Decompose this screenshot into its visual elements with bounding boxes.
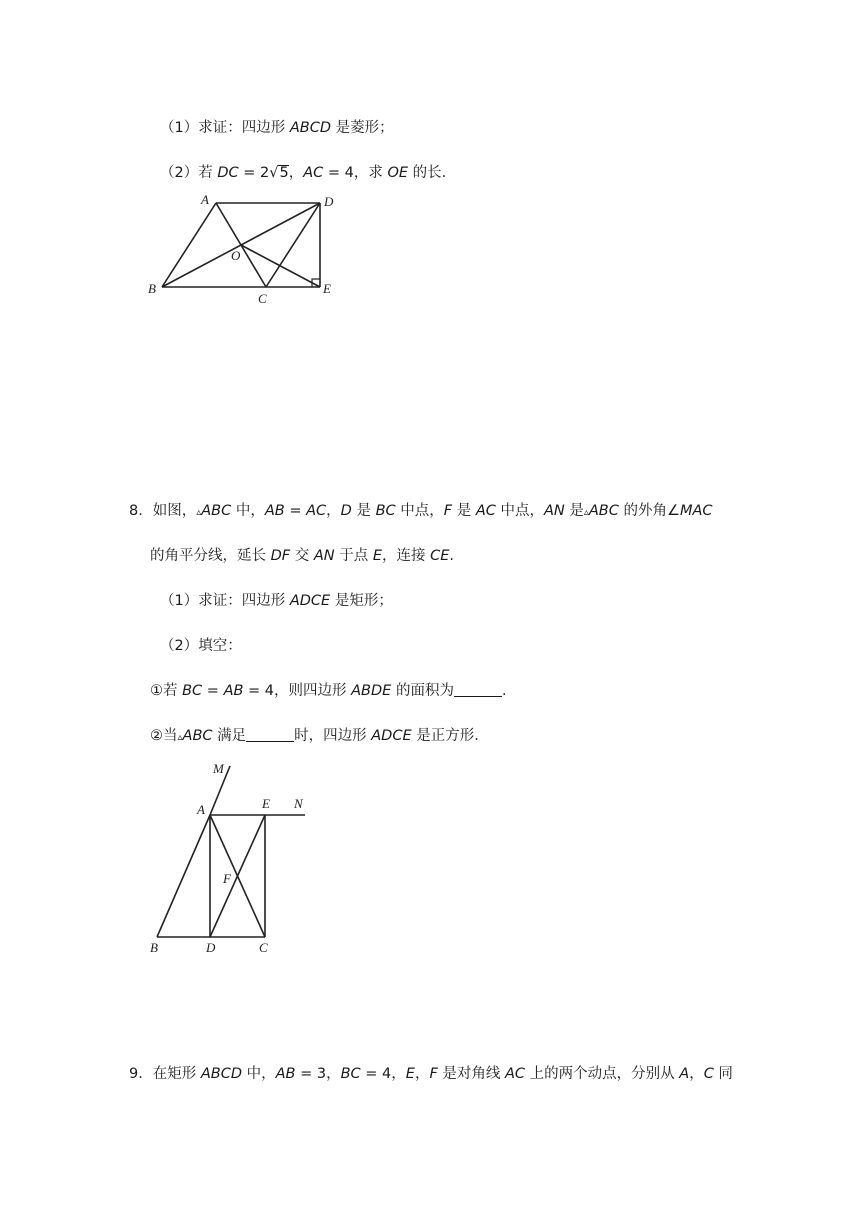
p8-line1-text <box>153 503 713 519</box>
triangle-icon: ▵ <box>177 732 183 743</box>
p9-line1-runs-run: = 3， <box>295 1066 341 1082</box>
p7-ac: AC <box>303 165 324 181</box>
p9-line1-runs-run: BC <box>340 1066 361 1082</box>
p7-sqrt-symbol: √ <box>269 165 279 181</box>
p7-part2-suffix: 的长． <box>408 165 457 181</box>
p8-line1-runs-run: ABC <box>588 503 619 519</box>
p8-label-m: M <box>213 761 224 776</box>
p8-q2-prefix: ②当 <box>150 728 178 744</box>
p8-label-b: B <box>150 940 158 955</box>
p7-eq2: = 4，求 <box>323 165 388 181</box>
p8-part1-suffix: 是矩形； <box>330 593 393 609</box>
p9-line1-runs-run: ， <box>414 1066 430 1082</box>
p9-line1-runs-run: F <box>429 1066 438 1082</box>
p7-label-a: A <box>201 192 209 207</box>
p9-line1-runs-run: 在矩形 <box>152 1066 201 1082</box>
p9-line1-runs-run: AC <box>505 1066 526 1082</box>
p9-line1-runs-run: AB <box>275 1066 296 1082</box>
p8-line2-runs-run: 于点 <box>334 548 373 564</box>
p8-line1-runs-run: 是 <box>351 503 376 519</box>
p8-q1-prefix: ①若 <box>150 683 183 699</box>
p8-line1-runs-run: MAC <box>680 503 713 519</box>
p9-line1-runs-run: 同 <box>713 1066 733 1082</box>
p8-line1-runs-run: F <box>443 503 453 519</box>
p8-part1 <box>160 591 393 611</box>
p7-sqrt-value: 5 <box>279 165 289 181</box>
p8-label-e: E <box>262 796 270 811</box>
p7-part1-suffix: 是菱形； <box>331 120 394 136</box>
p7-oe: OE <box>387 165 409 181</box>
p8-part1-var: ADCE <box>289 593 331 609</box>
p7-part1-var: ABCD <box>289 120 332 136</box>
p8-line2-runs-run: AN <box>313 548 335 564</box>
p9-line1-runs-run: C <box>703 1066 714 1082</box>
p7-label-e: E <box>323 281 331 296</box>
p8-line2-runs-run: DF <box>270 548 291 564</box>
p8-line1-runs-run: D <box>340 503 352 519</box>
p9-line1-runs-run: 上的两个动点，分别从 <box>525 1066 680 1082</box>
p9-line1-text <box>153 1066 733 1082</box>
p8-q2-mid: 满足 <box>212 728 247 744</box>
p8-line1-runs-run: 如图， <box>152 503 197 519</box>
p8-line1-runs-run: 的外角 <box>618 503 667 519</box>
p9-number: 9． <box>129 1066 153 1082</box>
p7-figure <box>140 190 360 310</box>
p7-part2-prefix: （2）若 <box>160 165 218 181</box>
p8-line1-runs-run: AC <box>306 503 327 519</box>
p8-q1-suffix: 的面积为 <box>391 683 454 699</box>
p7-part1-prefix: （1）求证：四边形 <box>160 120 290 136</box>
p8-part1-prefix: （1）求证：四边形 <box>160 593 290 609</box>
p8-line1-runs-run: ， <box>326 503 341 519</box>
p8-q1-abde: ABDE <box>351 683 392 699</box>
p8-label-n: N <box>294 796 303 811</box>
p8-label-f: F <box>223 871 231 886</box>
p8-q2-adce: ADCE <box>371 728 412 744</box>
p8-line2 <box>150 546 454 566</box>
p8-part2 <box>160 636 242 656</box>
p8-line2-runs-run: 的角平分线，延长 <box>150 548 271 564</box>
p8-label-a: A <box>197 802 205 817</box>
p8-label-c: C <box>259 940 268 955</box>
p8-q1-bc: BC <box>182 683 203 699</box>
p8-q1-end: ． <box>501 683 517 699</box>
p8-line2-runs-run: . <box>449 548 455 564</box>
p9-line1-runs-run: A <box>679 1066 690 1082</box>
p7-label-b: B <box>148 281 156 296</box>
p8-line2-runs-run: E <box>372 548 383 564</box>
p8-q2-end: 是正方形． <box>411 728 489 744</box>
p8-number: 8． <box>129 503 153 519</box>
p8-q2-abc: ABC <box>182 728 213 744</box>
p7-part2 <box>160 163 456 183</box>
p8-q1-ab: AB <box>223 683 244 699</box>
p8-q1-eq1: = <box>202 683 224 699</box>
p8-line2-runs-run: ，连接 <box>382 548 431 564</box>
p8-line1-runs-run: AN <box>543 503 565 519</box>
p8-line1-runs-run: AB <box>264 503 285 519</box>
p8-q1-eq2: = 4，则四边形 <box>243 683 352 699</box>
p8-line1-runs-run: BC <box>375 503 396 519</box>
p7-label-c: C <box>258 291 267 306</box>
p7-part1 <box>160 118 394 138</box>
p8-line1-runs-run: 是 <box>452 503 476 519</box>
p9-line1-runs-run: 中， <box>242 1066 276 1082</box>
p8-line1-runs-run: 是 <box>564 503 584 519</box>
p9-line1 <box>129 1064 733 1084</box>
p9-line1-runs-run: 是对角线 <box>437 1066 505 1082</box>
p8-part2-label: （2）填空： <box>160 638 242 654</box>
p7-label-o: O <box>231 248 241 263</box>
p9-line1-runs-run: ABCD <box>200 1066 243 1082</box>
p8-q2 <box>150 726 489 748</box>
p8-q2-suffix: 时，四边形 <box>294 728 372 744</box>
p8-label-d: D <box>206 940 216 955</box>
p8-line1-runs-run: AC <box>475 503 496 519</box>
p7-label-d: D <box>324 194 334 209</box>
p7-dc: DC <box>217 165 239 181</box>
p7-eq1: = 2 <box>238 165 270 181</box>
p8-line1-runs-run: = <box>284 503 307 519</box>
p9-line1-runs-run: E <box>405 1066 415 1082</box>
p8-q1-answer-blank[interactable] <box>454 682 502 697</box>
p8-line1-runs-run: 中点， <box>395 503 444 519</box>
p8-line1-runs-run: 中， <box>231 503 265 519</box>
p8-line1-runs-run: 中点， <box>495 503 544 519</box>
p8-q1 <box>150 681 516 701</box>
p8-figure <box>140 758 320 958</box>
p9-line1-runs-run: = 4， <box>360 1066 406 1082</box>
p8-line1 <box>129 501 713 523</box>
p8-line2-text <box>150 548 454 564</box>
p8-q2-answer-blank[interactable] <box>246 727 294 742</box>
p8-line2-runs-run: 交 <box>290 548 314 564</box>
p9-line1-runs-run: ， <box>689 1066 704 1082</box>
p7-sep: ， <box>288 165 304 181</box>
p8-line1-runs-run: ∠ <box>667 503 680 519</box>
p8-line2-runs-run: CE <box>430 548 450 564</box>
p8-line1-runs-run: ▵ <box>196 507 202 518</box>
p8-line1-runs-run: ABC <box>201 503 232 519</box>
p8-line1-runs-run: ▵ <box>583 507 589 518</box>
